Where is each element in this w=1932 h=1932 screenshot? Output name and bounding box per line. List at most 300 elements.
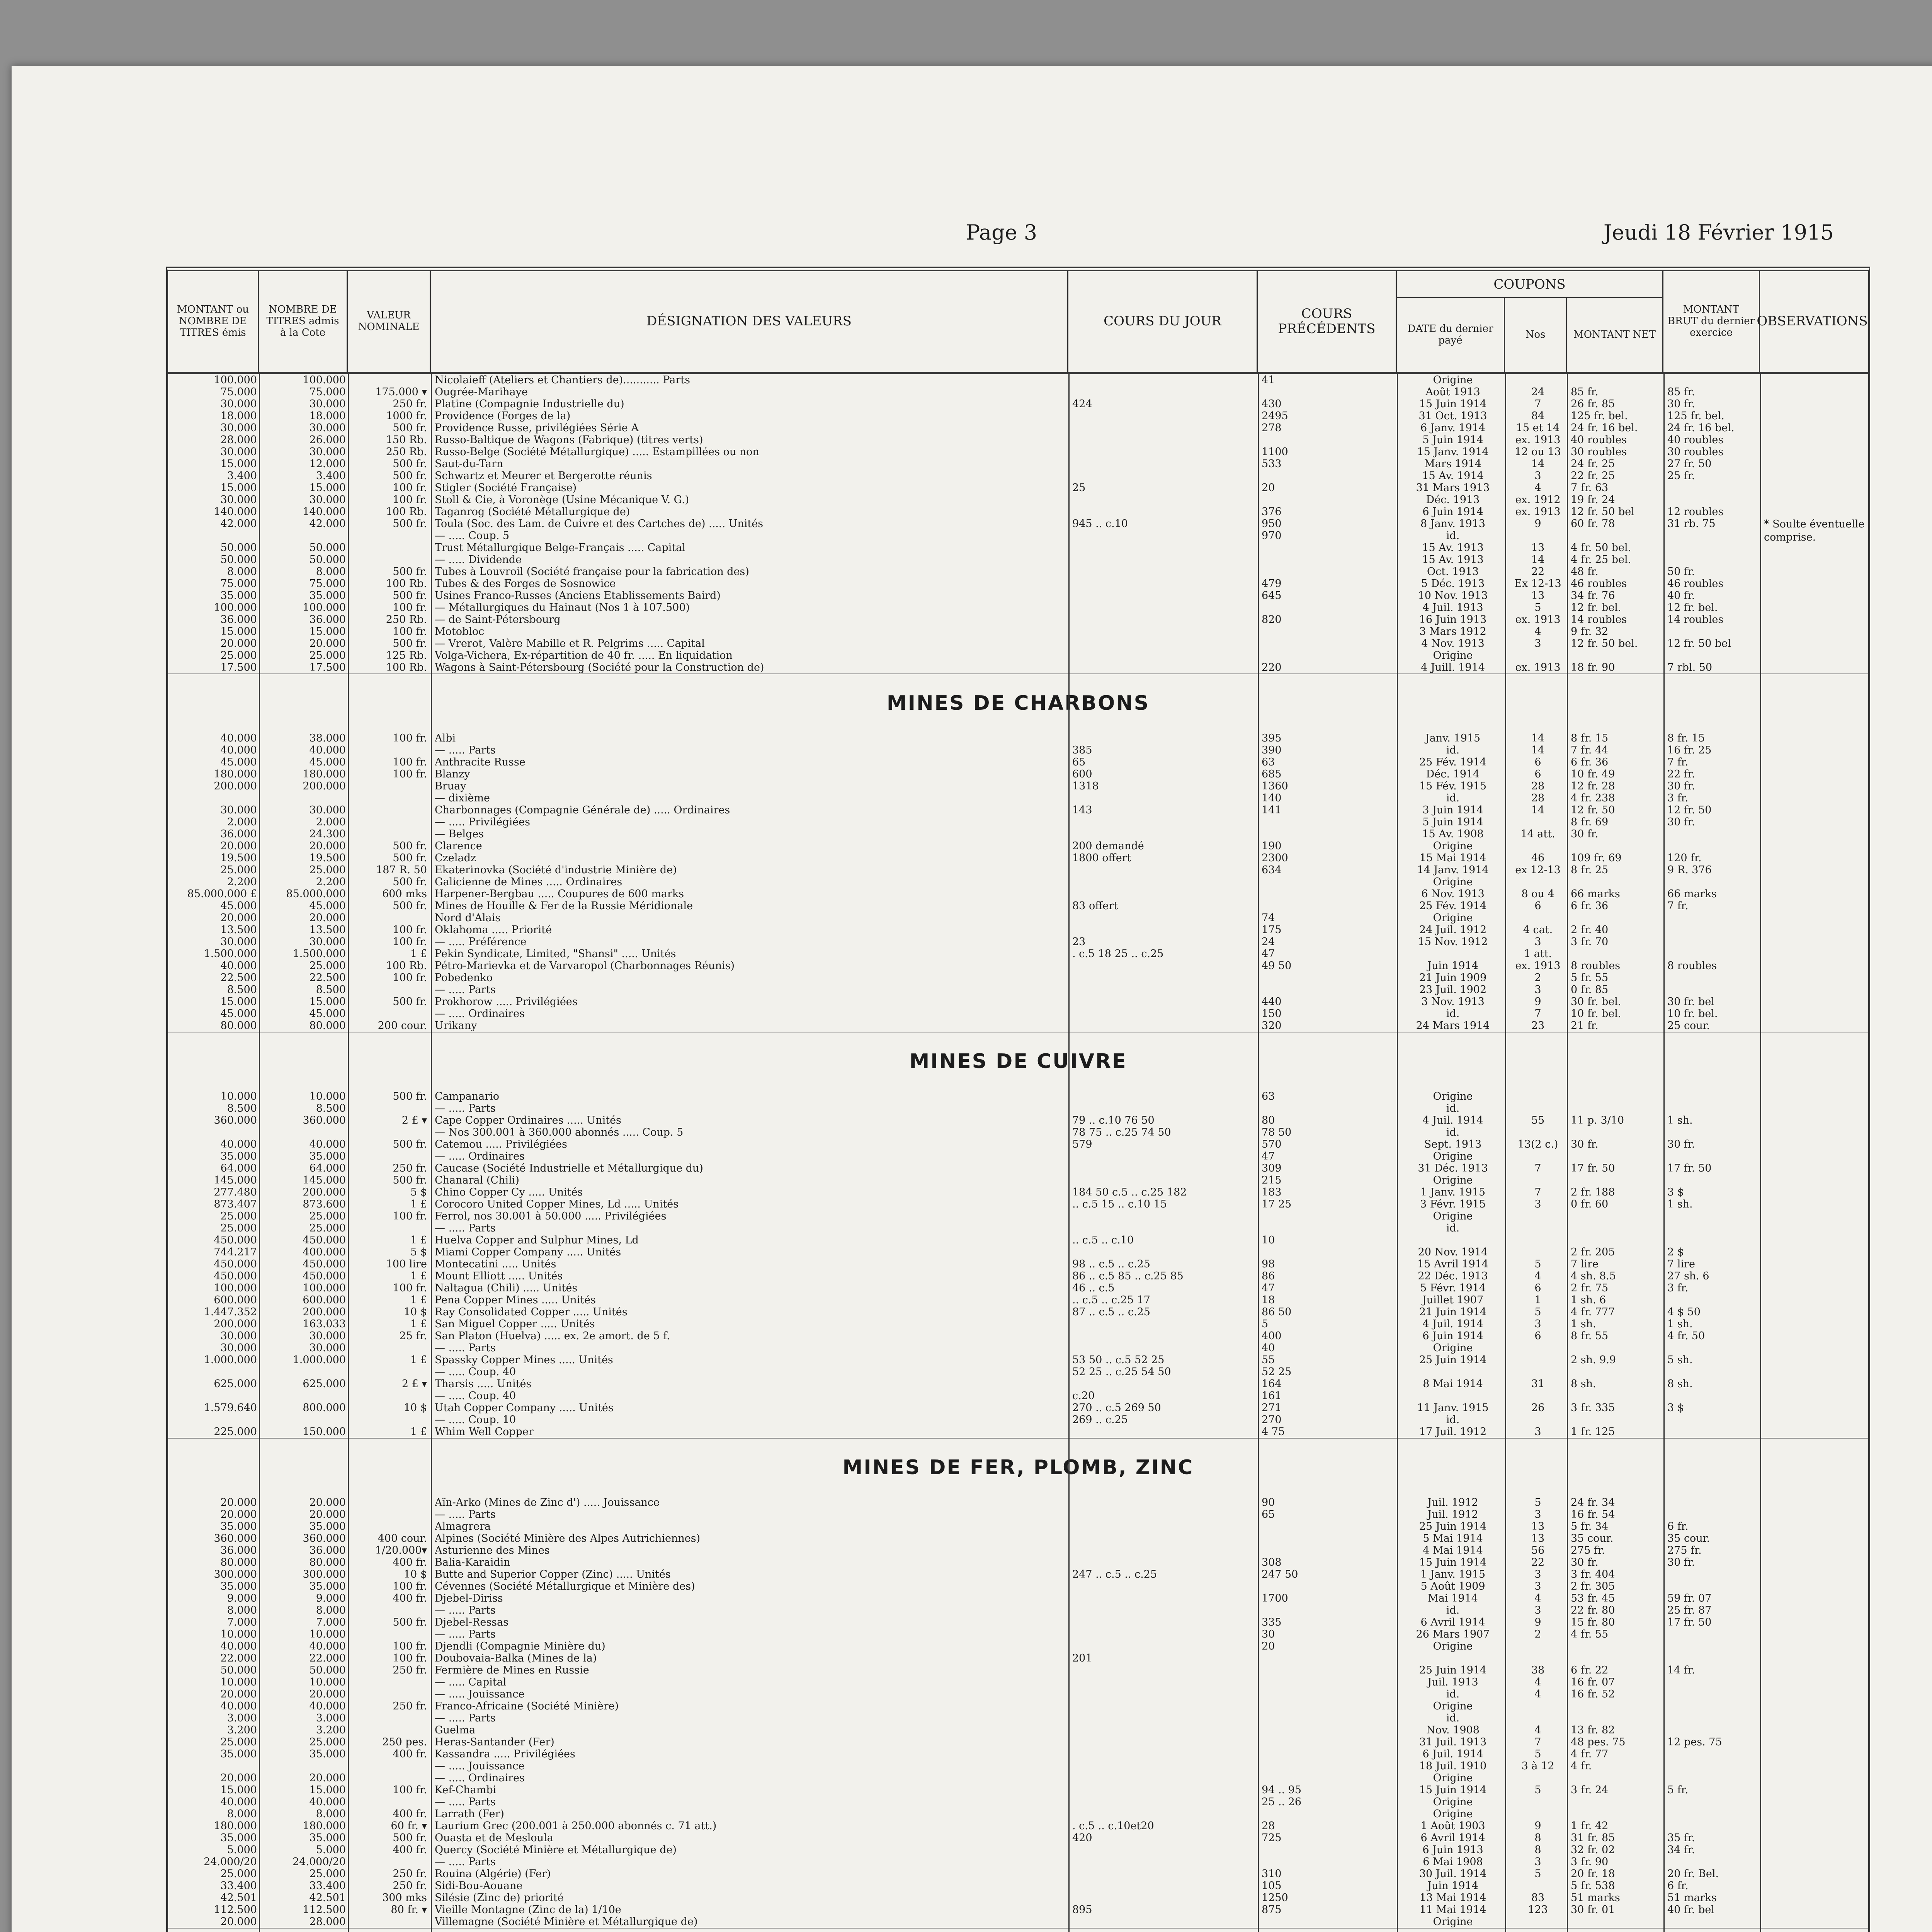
table-row	[168, 852, 1868, 864]
valeur-cell: 10 $	[403, 1568, 427, 1580]
designation-cell: Chino Copper Cy ..... Unités	[435, 1186, 583, 1198]
designation-cell: — ..... Parts	[435, 1604, 496, 1616]
table-row	[168, 876, 1868, 888]
cours-prec-cell: 150	[1262, 1008, 1282, 1020]
montant-cell: 140.000	[214, 506, 257, 518]
montant-cell: 35.000	[220, 1748, 257, 1760]
table-row	[168, 1868, 1868, 1880]
nombre-cell: 40.000	[309, 1138, 346, 1150]
table-row	[168, 972, 1868, 984]
designation-cell: Aïn-Arko (Mines de Zinc d') ..... Jouissance	[435, 1497, 660, 1509]
coupon-date-cell: id.	[1446, 744, 1460, 756]
montant-cell: 5.000	[227, 1844, 257, 1856]
cours-prec-cell: 725	[1262, 1832, 1282, 1844]
cours-prec-cell: 215	[1262, 1174, 1282, 1186]
coupon-date-cell: Origine	[1433, 1700, 1473, 1712]
coupon-date-cell: Juin 1914	[1427, 1880, 1478, 1892]
cours-jour-cell: 65	[1072, 756, 1086, 768]
cours-jour-cell: c.20	[1072, 1390, 1095, 1402]
coupon-numero-cell: 28	[1531, 792, 1545, 804]
designation-cell: Tharsis ..... Unités	[435, 1378, 532, 1390]
nombre-cell: 15.000	[309, 1784, 346, 1796]
nombre-cell: 35.000	[309, 590, 346, 602]
coupon-date-cell: 6 Juil. 1914	[1422, 1748, 1483, 1760]
table-row	[168, 458, 1868, 470]
valeur-cell: 500 fr.	[393, 1616, 427, 1628]
montant-brut-cell: 25 cour.	[1667, 1020, 1710, 1032]
montant-net-cell: 60 fr. 78	[1571, 518, 1615, 530]
montant-net-cell: 1 fr. 125	[1571, 1426, 1615, 1438]
cours-jour-cell: 945 .. c.10	[1072, 518, 1128, 530]
designation-cell: — ..... Dividende	[435, 554, 522, 566]
table-row	[168, 732, 1868, 744]
coupon-numero-cell: 56	[1531, 1544, 1545, 1556]
table-row	[168, 590, 1868, 602]
montant-cell: 45.000	[220, 900, 257, 912]
coupon-date-cell: 6 Janv. 1914	[1420, 422, 1485, 434]
coupon-numero-cell: ex. 1913	[1515, 662, 1561, 673]
montant-brut-cell: 1 sh.	[1667, 1318, 1693, 1330]
valeur-cell: 100 fr.	[393, 936, 427, 948]
valeur-cell: 100 fr.	[393, 1652, 427, 1664]
designation-cell: Rouina (Algérie) (Fer)	[435, 1868, 551, 1880]
montant-net-cell: 30 fr.	[1571, 1556, 1599, 1568]
coupon-date-cell: 8 Mai 1914	[1423, 1378, 1483, 1390]
montant-brut-cell: 30 fr.	[1667, 1138, 1695, 1150]
coupon-date-cell: 15 Janv. 1914	[1417, 446, 1489, 458]
montant-brut-cell: 40 fr. bel	[1667, 1904, 1714, 1916]
montant-brut-cell: 3 fr.	[1667, 792, 1689, 804]
valeur-cell: 100 fr.	[393, 972, 427, 984]
valeur-cell: 1 £	[410, 1318, 427, 1330]
valeur-cell: 600 mks	[382, 888, 427, 900]
table-row	[168, 1354, 1868, 1366]
designation-cell: Wagons à Saint-Pétersbourg (Société pour la Construction de)	[435, 662, 764, 673]
nombre-cell: 145.000	[303, 1174, 346, 1186]
valeur-cell: 500 fr.	[393, 900, 427, 912]
montant-brut-cell: 3 fr.	[1667, 1282, 1689, 1294]
montant-net-cell: 48 pes. 75	[1571, 1736, 1626, 1748]
valeur-cell: 100 fr.	[393, 626, 427, 638]
coupon-date-cell: Origine	[1433, 912, 1473, 924]
coupon-numero-cell: 3	[1534, 1509, 1541, 1520]
valeur-cell: 250 fr.	[393, 1700, 427, 1712]
designation-cell: — ..... Parts	[435, 1509, 496, 1520]
coupon-numero-cell: 5	[1534, 1497, 1541, 1509]
montant-net-cell: 9 fr. 32	[1571, 626, 1609, 638]
nombre-cell: 10.000	[309, 1676, 346, 1688]
coupon-numero-cell: ex. 1912	[1515, 494, 1561, 506]
coupon-date-cell: Juin 1914	[1427, 960, 1478, 972]
valeur-cell: 100 fr.	[393, 732, 427, 744]
valeur-cell: 100 fr.	[393, 924, 427, 936]
montant-brut-cell: 6 fr.	[1667, 1880, 1689, 1892]
table-row	[168, 530, 1868, 542]
designation-cell: — ..... Coup. 40	[435, 1390, 516, 1402]
table-row	[168, 1604, 1868, 1616]
montant-cell: 225.000	[214, 1426, 257, 1438]
montant-net-cell: 7 fr. 44	[1571, 744, 1609, 756]
coupon-numero-cell: 14 att.	[1520, 828, 1555, 840]
montant-cell: 30.000	[220, 398, 257, 410]
montant-brut-cell: 12 fr. 50 bel	[1667, 638, 1731, 650]
montant-net-cell: 12 fr. 50	[1571, 804, 1615, 816]
table-row	[168, 1497, 1868, 1509]
cours-prec-cell: 90	[1262, 1497, 1275, 1509]
montant-cell: 40.000	[220, 1796, 257, 1808]
nombre-cell: 30.000	[309, 494, 346, 506]
cours-prec-cell: 220	[1262, 662, 1282, 673]
designation-cell: Larrath (Fer)	[435, 1808, 504, 1820]
montant-net-cell: 19 fr. 24	[1571, 494, 1615, 506]
coupon-date-cell: 15 Juin 1914	[1419, 1556, 1487, 1568]
cours-jour-cell: 200 demandé	[1072, 840, 1144, 852]
designation-cell: Harpener-Bergbau ..... Coupures de 600 marks	[435, 888, 684, 900]
coupon-date-cell: 22 Déc. 1913	[1418, 1270, 1488, 1282]
designation-cell: — Vrerot, Valère Mabille et R. Pelgrims ..... Capital	[435, 638, 705, 650]
coupon-numero-cell: 15 et 14	[1516, 422, 1560, 434]
montant-net-cell: 16 fr. 52	[1571, 1688, 1615, 1700]
valeur-cell: 1/20.000▾	[375, 1544, 427, 1556]
coupon-numero-cell: 9	[1534, 518, 1541, 530]
montant-brut-cell: 14 fr.	[1667, 1664, 1695, 1676]
designation-cell: Kassandra ..... Privilégiées	[435, 1748, 575, 1760]
nombre-cell: 30.000	[309, 1330, 346, 1342]
cours-prec-cell: 49 50	[1262, 960, 1292, 972]
table-row	[168, 626, 1868, 638]
cours-prec-cell: 1100	[1262, 446, 1288, 458]
table-row	[168, 614, 1868, 626]
table-header	[168, 271, 1868, 374]
coupon-numero-cell: 1	[1534, 1294, 1541, 1306]
table-row	[168, 1126, 1868, 1138]
coupon-date-cell: 1 Janv. 1915	[1420, 1186, 1485, 1198]
designation-cell: — ..... Parts	[435, 1856, 496, 1868]
designation-cell: Stigler (Société Française)	[435, 482, 577, 494]
cours-prec-cell: 440	[1262, 996, 1282, 1008]
montant-net-cell: 109 fr. 69	[1571, 852, 1622, 864]
montant-net-cell: 85 fr.	[1571, 386, 1599, 398]
nombre-cell: 25.000	[309, 650, 346, 662]
cours-prec-cell: 25 .. 26	[1262, 1796, 1302, 1808]
cours-prec-cell: 376	[1262, 506, 1282, 518]
designation-cell: Platine (Compagnie Industrielle du)	[435, 398, 624, 410]
valeur-cell: 1 £	[410, 1270, 427, 1282]
coupon-date-cell: 3 Juin 1914	[1422, 804, 1483, 816]
cours-prec-cell: 190	[1262, 840, 1282, 852]
montant-cell: 25.000	[220, 1222, 257, 1234]
valeur-cell: 150 Rb.	[386, 434, 427, 446]
cours-prec-cell: 685	[1262, 768, 1282, 780]
nombre-cell: 8.000	[316, 1604, 346, 1616]
montant-cell: 75.000	[220, 578, 257, 590]
table-row	[168, 1712, 1868, 1724]
coupon-date-cell: 5 Juin 1914	[1422, 434, 1483, 446]
nombre-cell: 20.000	[309, 1497, 346, 1509]
table-row	[168, 960, 1868, 972]
coupon-numero-cell: 5	[1534, 1306, 1541, 1318]
nombre-cell: 400.000	[303, 1246, 346, 1258]
montant-net-cell: 8 fr. 55	[1571, 1330, 1609, 1342]
valeur-cell: 60 fr. ▾	[391, 1820, 427, 1832]
valeur-cell: 100 fr.	[393, 1580, 427, 1592]
cours-prec-cell: 20	[1262, 482, 1275, 494]
montant-net-cell: 6 fr. 36	[1571, 900, 1609, 912]
designation-cell: Trust Métallurgique Belge-Français ..... Capital	[435, 542, 685, 554]
montant-brut-cell: 8 roubles	[1667, 960, 1717, 972]
valeur-cell: 10 $	[403, 1402, 427, 1414]
col-observations-header: OBSERVATIONS	[1757, 313, 1868, 329]
montant-cell: 35.000	[220, 1150, 257, 1162]
table-row	[168, 1318, 1868, 1330]
montant-net-cell: 32 fr. 02	[1571, 1844, 1615, 1856]
col-montant-header: MONTANT ou NOMBRE DE TITRES émis	[168, 271, 259, 372]
nombre-cell: 20.000	[309, 638, 346, 650]
coupon-numero-cell: ex 12-13	[1515, 864, 1561, 876]
coupon-numero-cell: 55	[1531, 1114, 1545, 1126]
table-row	[168, 542, 1868, 554]
montant-cell: 25.000	[220, 864, 257, 876]
nombre-cell: 140.000	[303, 506, 346, 518]
designation-cell: Spassky Copper Mines ..... Unités	[435, 1354, 613, 1366]
montant-brut-cell: 27 fr. 50	[1667, 458, 1712, 470]
montant-net-cell: 3 fr. 24	[1571, 1784, 1609, 1796]
montant-net-cell: 24 fr. 34	[1571, 1497, 1615, 1509]
montant-brut-cell: 7 fr.	[1667, 756, 1689, 768]
coupon-numero-cell: 46	[1531, 852, 1545, 864]
nombre-cell: 36.000	[309, 1544, 346, 1556]
montant-cell: 64.000	[220, 1162, 257, 1174]
valeur-cell: 500 fr.	[393, 1090, 427, 1102]
designation-cell: Charbonnages (Compagnie Générale de) ..... Ordinaires	[435, 804, 730, 816]
cours-prec-cell: 875	[1262, 1904, 1282, 1916]
montant-brut-cell: 12 fr. 50	[1667, 804, 1712, 816]
coupon-date-cell: 5 Févr. 1914	[1420, 1282, 1486, 1294]
designation-cell: Galicienne de Mines ..... Ordinaires	[435, 876, 622, 888]
table-row	[168, 566, 1868, 578]
montant-net-cell: 1 sh. 6	[1571, 1294, 1606, 1306]
valeur-cell: 100 fr.	[393, 1640, 427, 1652]
coupon-date-cell: Origine	[1433, 374, 1473, 386]
nombre-cell: 19.500	[309, 852, 346, 864]
montant-cell: 10.000	[220, 1090, 257, 1102]
table-row	[168, 374, 1868, 386]
montant-net-cell: 7 lire	[1571, 1258, 1599, 1270]
cours-prec-cell: 247 50	[1262, 1568, 1298, 1580]
montant-cell: 50.000	[220, 554, 257, 566]
valeur-cell: 400 fr.	[393, 1748, 427, 1760]
coupon-numero-cell: 4 cat.	[1523, 924, 1553, 936]
coupon-date-cell: 3 Févr. 1915	[1420, 1198, 1486, 1210]
montant-cell: 300.000	[214, 1568, 257, 1580]
nombre-cell: 45.000	[309, 1008, 346, 1020]
cours-prec-cell: 40	[1262, 1342, 1275, 1354]
cours-jour-cell: 87 .. c.5 .. c.25	[1072, 1306, 1150, 1318]
cours-prec-cell: 950	[1262, 518, 1282, 530]
cours-prec-cell: 1700	[1262, 1592, 1288, 1604]
valeur-cell: 250 pes.	[382, 1736, 427, 1748]
table-row	[168, 1509, 1868, 1520]
coupon-date-cell: id.	[1446, 1102, 1460, 1114]
montant-cell: 30.000	[220, 446, 257, 458]
nombre-cell: 450.000	[303, 1258, 346, 1270]
montant-net-cell: 4 fr. 777	[1571, 1306, 1615, 1318]
coupon-numero-cell: 5	[1534, 602, 1541, 614]
coupon-date-cell: 30 Juil. 1914	[1419, 1868, 1487, 1880]
coupon-numero-cell: 14	[1531, 458, 1545, 470]
table-row	[168, 756, 1868, 768]
valeur-cell: 250 fr.	[393, 1880, 427, 1892]
table-row	[168, 386, 1868, 398]
table-row	[168, 1366, 1868, 1378]
coupon-numero-cell: 3	[1534, 984, 1541, 996]
coupon-date-cell: 14 Janv. 1914	[1417, 864, 1489, 876]
col-brut-header: MONTANT BRUT du dernier exercice	[1663, 271, 1760, 372]
nombre-cell: 15.000	[309, 626, 346, 638]
nombre-cell: 85.000.000	[286, 888, 346, 900]
cours-jour-cell: 424	[1072, 398, 1092, 410]
designation-cell: — Belges	[435, 828, 484, 840]
designation-cell: Prokhorow ..... Privilégiées	[435, 996, 578, 1008]
cours-prec-cell: 1360	[1262, 780, 1288, 792]
montant-cell: 36.000	[220, 1544, 257, 1556]
table-row	[168, 1020, 1868, 1032]
nombre-cell: 18.000	[309, 410, 346, 422]
coupon-date-cell: 21 Juin 1914	[1419, 1306, 1487, 1318]
table-row	[168, 422, 1868, 434]
montant-cell: 15.000	[220, 458, 257, 470]
montant-net-cell: 2 fr. 205	[1571, 1246, 1615, 1258]
designation-cell: Ray Consolidated Copper ..... Unités	[435, 1306, 628, 1318]
designation-cell: Laurium Grec (200.001 à 250.000 abonnés c. 71 att.)	[435, 1820, 717, 1832]
table-row	[168, 1724, 1868, 1736]
cours-prec-cell: 63	[1262, 756, 1275, 768]
montant-brut-cell: 3 $	[1667, 1186, 1684, 1198]
coupon-date-cell: 25 Juin 1914	[1419, 1520, 1487, 1532]
cours-prec-cell: 4 75	[1262, 1426, 1285, 1438]
coupon-numero-cell: 9	[1534, 996, 1541, 1008]
cours-prec-cell: 335	[1262, 1616, 1282, 1628]
coupon-numero-cell: 3	[1534, 1580, 1541, 1592]
table-row	[168, 1426, 1868, 1438]
coupon-numero-cell: 24	[1531, 386, 1545, 398]
montant-cell: 10.000	[220, 1628, 257, 1640]
valeur-cell: 400 fr.	[393, 1556, 427, 1568]
designation-cell: Volga-Vichera, Ex-répartition de 40 fr. ..... En liquidation	[435, 650, 733, 662]
coupon-numero-cell: 84	[1531, 410, 1545, 422]
montant-cell: 2.000	[227, 816, 257, 828]
cours-jour-cell: .. c.5 15 .. c.10 15	[1072, 1198, 1167, 1210]
nombre-cell: 35.000	[309, 1832, 346, 1844]
montant-cell: 3.200	[227, 1724, 257, 1736]
montant-brut-cell: 7 rbl. 50	[1667, 662, 1713, 673]
table-row	[168, 638, 1868, 650]
valeur-cell: 100 Rb.	[386, 506, 427, 518]
designation-cell: Heras-Santander (Fer)	[435, 1736, 554, 1748]
cours-prec-cell: 400	[1262, 1330, 1282, 1342]
coupon-date-cell: id.	[1446, 1008, 1460, 1020]
designation-cell: Albi	[435, 732, 456, 744]
nombre-cell: 22.000	[309, 1652, 346, 1664]
designation-cell: Clarence	[435, 840, 482, 852]
coupon-date-cell: Juil. 1912	[1427, 1509, 1478, 1520]
montant-net-cell: 4 fr. 238	[1571, 792, 1615, 804]
cours-prec-cell: 80	[1262, 1114, 1275, 1126]
montant-net-cell: 125 fr. bel.	[1571, 410, 1628, 422]
designation-cell: — ..... Ordinaires	[435, 1772, 525, 1784]
nombre-cell: 112.500	[303, 1904, 346, 1916]
designation-cell: Pena Copper Mines ..... Unités	[435, 1294, 596, 1306]
montant-brut-cell: 31 rb. 75	[1667, 518, 1716, 530]
valeur-cell: 250 fr.	[393, 1162, 427, 1174]
page-date: Jeudi 18 Février 1915	[1604, 220, 1834, 245]
cours-prec-cell: 183	[1262, 1186, 1282, 1198]
designation-cell: Alpines (Société Minière des Alpes Autrichiennes)	[435, 1532, 701, 1544]
montant-cell: 85.000.000 £	[187, 888, 257, 900]
nombre-cell: 20.000	[309, 1688, 346, 1700]
col-nombre-header: NOMBRE DE TITRES admis à la Cote	[259, 271, 348, 372]
montant-net-cell: 2 fr. 40	[1571, 924, 1609, 936]
montant-brut-cell: 30 fr. bel	[1667, 996, 1714, 1008]
designation-cell: — Nos 300.001 à 360.000 abonnés ..... Coup. 5	[435, 1126, 684, 1138]
montant-net-cell: 0 fr. 60	[1571, 1198, 1609, 1210]
table-row	[168, 840, 1868, 852]
coupon-date-cell: 25 Fév. 1914	[1419, 756, 1487, 768]
nombre-cell: 180.000	[303, 1820, 346, 1832]
designation-cell: Chanaral (Chili)	[435, 1174, 519, 1186]
valeur-cell: 25 fr.	[399, 1330, 427, 1342]
designation-cell: Cape Copper Ordinaires ..... Unités	[435, 1114, 621, 1126]
nombre-cell: 200.000	[303, 1186, 346, 1198]
montant-cell: 20.000	[220, 1916, 257, 1928]
table-row	[168, 1688, 1868, 1700]
designation-cell: Vieille Montagne (Zinc de la) 1/10e	[435, 1904, 621, 1916]
designation-cell: Toula (Soc. des Lam. de Cuivre et des Cartches de) ..... Unités	[435, 518, 764, 530]
table-row	[168, 1306, 1868, 1318]
coupon-numero-cell: 7	[1534, 1736, 1541, 1748]
section-title: MINES DE FER, PLOMB, ZINC	[168, 1438, 1868, 1497]
montant-cell: 8.000	[227, 1604, 257, 1616]
montant-brut-cell: 1 sh.	[1667, 1114, 1693, 1126]
cours-jour-cell: 184 50 c.5 .. c.25 182	[1072, 1186, 1187, 1198]
cours-prec-cell: 271	[1262, 1402, 1282, 1414]
table-row	[168, 578, 1868, 590]
cours-jour-cell: 269 .. c.25	[1072, 1414, 1128, 1426]
montant-net-cell: 12 fr. 50 bel.	[1571, 638, 1638, 650]
designation-cell: Pétro-Marievka et de Varvaropol (Charbonnages Réunis)	[435, 960, 735, 972]
coupon-date-cell: 6 Juin 1914	[1422, 1330, 1483, 1342]
table-row	[168, 470, 1868, 482]
nombre-cell: 25.000	[309, 1210, 346, 1222]
designation-cell: Caucase (Société Industrielle et Métallurgique du)	[435, 1162, 703, 1174]
table-row	[168, 804, 1868, 816]
cours-prec-cell: 47	[1262, 1150, 1275, 1162]
designation-cell: — dixième	[435, 792, 490, 804]
montant-cell: 40.000	[220, 1700, 257, 1712]
montant-brut-cell: 10 fr. bel.	[1667, 1008, 1718, 1020]
montant-cell: 40.000	[220, 1138, 257, 1150]
montant-net-cell: 53 fr. 45	[1571, 1592, 1615, 1604]
valeur-cell: 125 Rb.	[386, 650, 427, 662]
montant-cell: 35.000	[220, 1520, 257, 1532]
nombre-cell: 100.000	[303, 374, 346, 386]
col-designation-header: DÉSIGNATION DES VALEURS	[431, 271, 1068, 372]
table-row	[168, 948, 1868, 960]
table-row	[168, 1892, 1868, 1904]
montant-cell: 19.500	[220, 852, 257, 864]
nombre-cell: 40.000	[309, 1796, 346, 1808]
valeur-cell: 100 Rb.	[386, 960, 427, 972]
